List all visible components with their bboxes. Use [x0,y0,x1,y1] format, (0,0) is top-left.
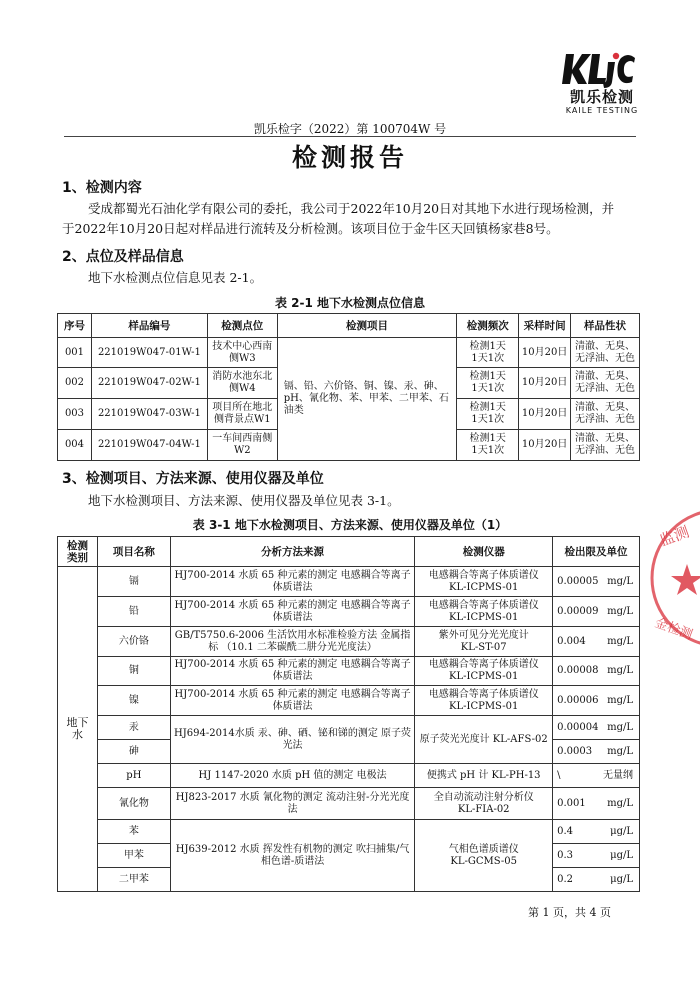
cell-limit: mg/L 0.00005 [553,567,640,597]
cell-freq: 检测1天 1天1次 [457,368,519,399]
table-header-row [58,537,640,567]
cell-time: 10月20日 [519,399,571,430]
section2-text: 地下水检测点位信息见表 2-1。 [88,270,263,285]
cell-item: 甲苯 [97,844,170,868]
cell-method: HJ700-2014 水质 65 种元素的测定 电感耦合等离子 体质谱法 [170,686,415,716]
cell-method: HJ700-2014 水质 65 种元素的测定 电感耦合等离子 体质谱法 [170,567,415,597]
table-2-1-caption: 表 2-1 地下水检测点位信息 [274,296,426,310]
cell-item: 氰化物 [97,788,170,820]
table-row [58,686,640,716]
col-header-code: 样品编号 [91,314,207,338]
cell-site: 项目所在地北 侧背景点W1 [207,399,277,430]
table-2-1 [57,313,640,461]
table-row [58,716,640,740]
table-3-1 [57,536,640,892]
cell-instrument: 全自动流动注射分析仪 KL-FIA-02 [415,788,553,820]
cell-instrument: 便携式 pH 计 KL-PH-13 [415,764,553,788]
cell-freq: 检测1天 1天1次 [457,338,519,368]
cell-item: 镍 [97,686,170,716]
cell-state: 清澈、无臭、 无浮油、无色 [571,430,640,461]
section1-heading: 1、检测内容 [62,180,142,196]
header-divider [64,136,636,137]
cell-code: 221019W047-03W-1 [91,399,207,430]
cell-item: pH [97,764,170,788]
cell-code: 221019W047-01W-1 [91,338,207,368]
cell-limit: mg/L 0.00004 [553,716,640,740]
col-header-instrument: 检测仪器 [415,537,553,567]
cell-code: 221019W047-04W-1 [91,430,207,461]
cell-method: HJ694-2014水质 汞、砷、硒、铋和锑的测定 原子荧 光法 [170,716,415,764]
cell-limit: mg/L 0.00008 [553,657,640,686]
cell-instrument: 电感耦合等离子体质谱仪 KL-ICPMS-01 [415,567,553,597]
cell-instrument: 电感耦合等离子体质谱仪 KL-ICPMS-01 [415,597,553,627]
cell-item: 六价铬 [97,627,170,657]
cell-time: 10月20日 [519,430,571,461]
svg-text:金检测: 金检测 [652,615,695,644]
cell-site: 技术中心西南 侧W3 [207,338,277,368]
col-header-method: 分析方法来源 [170,537,415,567]
cell-method: HJ823-2017 水质 氰化物的测定 流动注射-分光光度 法 [170,788,415,820]
cell-instrument: 气相色谱质谱仪 KL-GCMS-05 [415,820,553,892]
section3-text: 地下水检测项目、方法来源、使用仪器及单位见表 3-1。 [88,493,400,508]
col-header-type: 检测 类别 [58,537,98,567]
cell-category: 地下 水 [58,567,98,892]
col-header-items: 检测项目 [277,314,457,338]
cell-limit: μg/L 0.4 [553,820,640,844]
cell-item: 苯 [97,820,170,844]
table-row [58,627,640,657]
cell-no: 002 [58,368,92,399]
section1-line1: 受成都蜀光石油化学有限公司的委托，我公司于2022年10月20日对其地下水进行现场检测，并 [88,201,615,216]
official-seal-stamp [640,498,700,658]
cell-site: 一车间西南侧 W2 [207,430,277,461]
cell-limit: mg/L 0.0003 [553,740,640,764]
cell-item: 二甲苯 [97,868,170,892]
cell-limit: 无量纲 \ [553,764,640,788]
cell-item: 汞 [97,716,170,740]
cell-item: 镉 [97,567,170,597]
col-header-item: 项目名称 [97,537,170,567]
logo-chinese-name: 凯乐检测 [569,88,634,106]
cell-limit: mg/L 0.00009 [553,597,640,627]
cell-time: 10月20日 [519,338,571,368]
cell-freq: 检测1天 1天1次 [457,430,519,461]
report-number: 凯乐检字（2022）第 100704W 号 [253,122,447,136]
kljc-logo-icon [562,48,636,88]
cell-instrument: 电感耦合等离子体质谱仪 KL-ICPMS-01 [415,657,553,686]
section1-line2: 于2022年10月20日起对样品进行流转及分析检测。该项目位于金牛区天回镇杨家巷8号。 [62,221,559,236]
cell-state: 清澈、无臭、 无浮油、无色 [571,368,640,399]
col-header-site: 检测点位 [207,314,277,338]
cell-limit: μg/L 0.3 [553,844,640,868]
cell-site: 消防水池东北 侧W4 [207,368,277,399]
cell-method: GB/T5750.6-2006 生活饮用水标准检验方法 金属指 标 （10.1 二苯碳酰二肼分光光度法） [170,627,415,657]
cell-state: 清澈、无臭、 无浮油、无色 [571,338,640,368]
cell-method: HJ700-2014 水质 65 种元素的测定 电感耦合等离子 体质谱法 [170,597,415,627]
cell-item: 铅 [97,597,170,627]
table-row [58,788,640,820]
table-row [58,567,640,597]
cell-instrument: 紫外可见分光光度计 KL-ST-07 [415,627,553,657]
cell-item: 铜 [97,657,170,686]
cell-limit: μg/L 0.2 [553,868,640,892]
table-row [58,338,640,368]
col-header-limit: 检出限及单位 [553,537,640,567]
table-row [58,764,640,788]
cell-time: 10月20日 [519,368,571,399]
cell-limit: mg/L 0.001 [553,788,640,820]
table-header-row [58,314,640,338]
cell-instrument: 原子荧光光度计 KL-AFS-02 [415,716,553,764]
cell-state: 清澈、无臭、 无浮油、无色 [571,399,640,430]
cell-no: 001 [58,338,92,368]
cell-method: HJ700-2014 水质 65 种元素的测定 电感耦合等离子 体质谱法 [170,657,415,686]
svg-text:监测: 监测 [657,522,692,550]
section2-heading: 2、点位及样品信息 [62,249,184,265]
section3-heading: 3、检测项目、方法来源、使用仪器及单位 [62,471,324,487]
cell-limit: mg/L 0.00006 [553,686,640,716]
cell-limit: mg/L 0.004 [553,627,640,657]
col-header-time: 采样时间 [519,314,571,338]
cell-item: 砷 [97,740,170,764]
table-row [58,597,640,627]
col-header-freq: 检测频次 [457,314,519,338]
cell-items: 镉、铅、六价铬、铜、镍、汞、砷、pH、氰化物、苯、甲苯、二甲苯、石油类 [277,338,457,461]
cell-method: HJ 1147-2020 水质 pH 值的测定 电极法 [170,764,415,788]
col-header-state: 样品性状 [571,314,640,338]
logo-english-name: KAILE TESTING [565,106,639,115]
cell-freq: 检测1天 1天1次 [457,399,519,430]
page-title: 检测报告 [291,143,408,172]
table-row [58,820,640,844]
table-row [58,657,640,686]
cell-no: 003 [58,399,92,430]
cell-method: HJ639-2012 水质 挥发性有机物的测定 吹扫捕集/气 相色谱-质谱法 [170,820,415,892]
col-header-no: 序号 [58,314,92,338]
cell-instrument: 电感耦合等离子体质谱仪 KL-ICPMS-01 [415,686,553,716]
cell-no: 004 [58,430,92,461]
cell-code: 221019W047-02W-1 [91,368,207,399]
page-footer: 第 1 页，共 4 页 [528,906,611,919]
table-3-1-caption: 表 3-1 地下水检测项目、方法来源、使用仪器及单位（1） [192,518,508,532]
